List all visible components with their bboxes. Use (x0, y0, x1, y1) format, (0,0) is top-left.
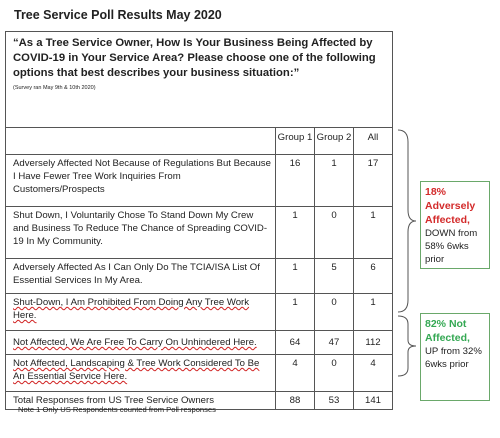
total-all: 141 (354, 392, 393, 410)
row-label: Not Affected, Landscaping & Tree Work Considered To Be An Essential Service Here. (6, 355, 276, 392)
col-header-all: All (354, 128, 393, 155)
row-group1: 1 (276, 259, 315, 294)
not-affected-summary-box (420, 313, 490, 401)
row-all: 1 (354, 207, 393, 259)
row-group2: 47 (315, 331, 354, 355)
row-all: 1 (354, 294, 393, 331)
table-row (6, 207, 393, 259)
header-blank (6, 128, 276, 155)
adverse-brace (396, 128, 418, 314)
table-row (6, 259, 393, 294)
adverse-summary-box (420, 181, 490, 269)
not-affected-brace (396, 314, 418, 378)
table-row (6, 155, 393, 207)
header-row (6, 128, 393, 155)
row-label: Shut-Down, I Am Prohibited From Doing Any Tree Work Here. (6, 294, 276, 331)
footnote: Note 1 Only US Respondents counted from Poll responses (18, 405, 216, 414)
table-row (6, 355, 393, 392)
row-label: Adversely Affected As I Can Only Do The TCIA/ISA List Of Essential Services In My Area. (6, 259, 276, 294)
row-group1: 4 (276, 355, 315, 392)
survey-dates: (Survey ran May 9th & 10th 2020) (13, 85, 96, 91)
row-group1: 64 (276, 331, 315, 355)
row-all: 17 (354, 155, 393, 207)
col-header-group2: Group 2 (315, 128, 354, 155)
row-all: 112 (354, 331, 393, 355)
total-label: Total Responses from US Tree Service Owners (6, 392, 276, 410)
page-title: Tree Service Poll Results May 2020 (14, 8, 222, 22)
row-group2: 0 (315, 355, 354, 392)
row-label: Not Affected, We Are Free To Carry On Unhindered Here. (6, 331, 276, 355)
adverse-label: Adversely Affected, (425, 200, 476, 226)
row-group2: 1 (315, 155, 354, 207)
table-row (6, 294, 393, 331)
question-row (6, 32, 393, 128)
row-all: 6 (354, 259, 393, 294)
poll-table (5, 31, 393, 410)
row-label: Adversely Affected Not Because of Regulations But Because I Have Fewer Tree Work Inquiries From Customers/Prospects (6, 155, 276, 207)
question-text: “As a Tree Service Owner, How Is Your Business Being Affected by COVID-19 in Your Service Area? Please choose one of the following options that best describes your business situation:” (13, 37, 376, 79)
col-header-group1: Group 1 (276, 128, 315, 155)
row-label: Shut Down, I Voluntarily Chose To Stand Down My Crew and Business To Reduce The Chance of Spreading COVID-19 In My Community. (6, 207, 276, 259)
row-group1: 16 (276, 155, 315, 207)
total-group1: 88 (276, 392, 315, 410)
row-group2: 0 (315, 294, 354, 331)
row-group2: 0 (315, 207, 354, 259)
table-row (6, 331, 393, 355)
adverse-pct: 18% (425, 186, 447, 198)
not-affected-pct-label: 82% Not Affected, (425, 318, 470, 344)
adverse-trend-text: DOWN from 58% 6wks prior (425, 228, 478, 265)
row-group1: 1 (276, 207, 315, 259)
total-group2: 53 (315, 392, 354, 410)
row-all: 4 (354, 355, 393, 392)
row-group1: 1 (276, 294, 315, 331)
question-cell (6, 32, 393, 128)
row-group2: 5 (315, 259, 354, 294)
not-affected-trend-text: UP from 32% 6wks prior (425, 346, 482, 370)
